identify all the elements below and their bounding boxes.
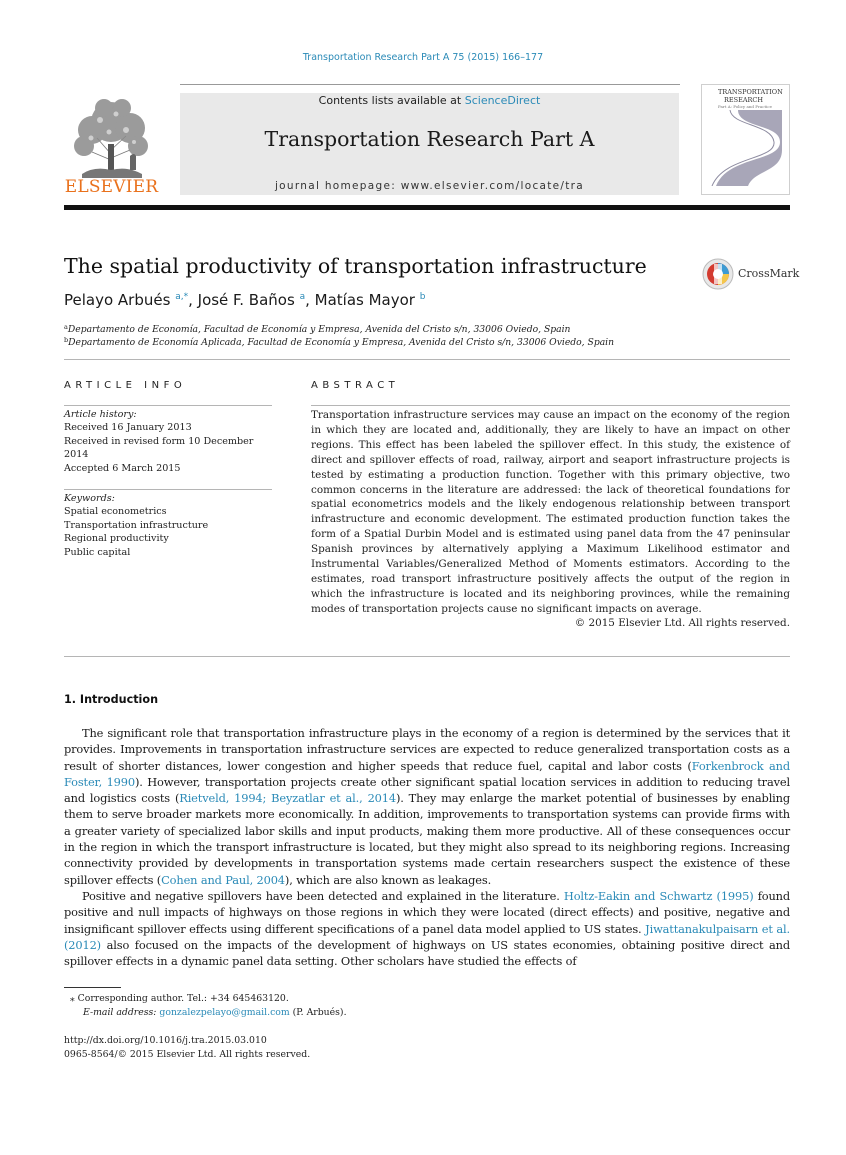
author-2-marks[interactable]: a xyxy=(299,292,306,302)
affiliation-text: Departamento de Economía Aplicada, Facultad de Economía y Empresa, Avenida del Cristo s/n, 33006 Oviedo, Spain xyxy=(68,337,615,348)
history-accepted: Accepted 6 March 2015 xyxy=(64,462,181,474)
journal-homepage[interactable]: journal homepage: www.elsevier.com/locate/tra xyxy=(274,180,585,192)
citation-link[interactable]: Rietveld, 1994; Beyzatlar et al., 2014 xyxy=(179,791,396,806)
citation-link[interactable]: Cohen and Paul, 2004 xyxy=(161,872,285,887)
cover-title-line-2: RESEARCH xyxy=(724,96,764,104)
article-history xyxy=(64,408,272,475)
author-sep: , xyxy=(188,291,198,309)
email-link[interactable]: gonzalezpelayo@gmail.com xyxy=(159,1007,290,1018)
author-2-name: José F. Baños xyxy=(197,291,295,309)
email-label: E-mail address: xyxy=(83,1007,160,1018)
cover-title xyxy=(708,88,790,109)
issn-line: 0965-8564/© 2015 Elsevier Ltd. All rights reserved. xyxy=(64,1049,311,1060)
abstract-text: Transportation infrastructure services may cause an impact on the economy of the region in which they are located and, additionally, they are likely to have an impact on other regions. This effect has been labeled the spillover effect. In this study, the existence of direct and spillover effects of road, railway, airport and seaport infrastructure projects is tested by estimating a production function. Together with this primary objective, two common concerns in the literature are addressed: the lack of theoretical foundations for spatial econometrics models and the likely endogenous relationship between transport infrastructure and economic development. The estimated production function takes the form of a Spatial Durbin Model and is estimated using panel data from the 47 peninsular Spanish provinces by alternatively applying a Maximum Likelihood estimator and Instrumental Variables/Generalized Method of Moments estimators. According to the estimates, road transport infrastructure positively affects the output of the region in which the infrastructure is located and its neighboring provinces, while the remaining modes of transportation projects cause no significant impacts on average. xyxy=(311,409,790,615)
journal-reference-link[interactable]: Transportation Research Part A 75 (2015) 166–177 xyxy=(302,52,544,63)
top-rule xyxy=(180,84,680,85)
keyword-item: Spatial econometrics xyxy=(64,506,167,518)
divider xyxy=(64,405,272,406)
citation-link[interactable]: Holtz-Eakin and Schwartz (1995) xyxy=(563,888,754,903)
keywords-label: Keywords: xyxy=(64,493,115,504)
text-run: Positive and negative spillovers have been detected and explained in the literature. xyxy=(82,888,564,903)
paragraph xyxy=(64,725,790,888)
author-sep: , xyxy=(305,291,315,309)
keyword-item: Regional productivity xyxy=(64,533,169,545)
corresponding-author-note: ⁎ Corresponding author. Tel.: +34 645463120. xyxy=(70,993,289,1004)
divider xyxy=(64,489,272,490)
text-run: also focused on the impacts of the development of highways on US states economies, obtaining positive direct and spillover effects in a dynamic panel data setting. Other scholars have studied the effects of xyxy=(64,937,790,969)
divider xyxy=(64,359,790,360)
email-suffix: (P. Arbués). xyxy=(289,1007,347,1018)
abstract-heading: ABSTRACT xyxy=(311,380,400,391)
email-note xyxy=(83,1007,347,1018)
contents-prefix: Contents lists available at xyxy=(318,94,465,107)
cover-road-icon xyxy=(708,110,782,186)
author-list xyxy=(64,291,425,309)
history-revised: Received in revised form 10 December 2014 xyxy=(64,435,254,461)
history-label: Article history: xyxy=(64,409,137,420)
introduction-body xyxy=(64,725,790,969)
divider xyxy=(311,405,790,406)
divider xyxy=(64,656,790,657)
section-heading: 1. Introduction xyxy=(64,693,159,706)
footnote-rule xyxy=(64,987,121,988)
doi-link[interactable]: http://dx.doi.org/10.1016/j.tra.2015.03.010 xyxy=(64,1035,267,1046)
text-run: found positive and null impacts of highways on those regions in which they were located (direct effects) and positive, negative and insignificant spillover effects using different specifications of a panel data model applied to US states. xyxy=(64,888,790,936)
contents-line xyxy=(180,94,679,107)
affiliation-a xyxy=(64,323,570,335)
author-3-name: Matías Mayor xyxy=(314,291,415,309)
keyword-item: Transportation infrastructure xyxy=(64,519,209,531)
affiliation-mark: b xyxy=(64,336,69,344)
author-3-marks[interactable]: b xyxy=(419,292,426,302)
affiliation-text: Departamento de Economía, Facultad de Economía y Empresa, Avenida del Cristo s/n, 33006 Oviedo, Spain xyxy=(67,324,571,335)
cover-title-line-1: TRANSPORTATION xyxy=(718,88,783,96)
text-run: ). However, transportation projects create other significant spatial location services in addition to reducing travel and logistics costs ( xyxy=(64,774,790,806)
cover-subtitle: Part A: Policy and Practice xyxy=(718,104,772,109)
paragraph xyxy=(64,888,790,969)
abstract-copyright: © 2015 Elsevier Ltd. All rights reserved. xyxy=(574,617,790,629)
crossmark-label[interactable]: CrossMark xyxy=(738,267,800,280)
citation-link[interactable]: Jiwattanakulpaisarn et al. (2012) xyxy=(64,921,790,952)
sciencedirect-link[interactable]: ScienceDirect xyxy=(464,94,541,107)
article-info-heading: ARTICLE INFO xyxy=(64,380,187,391)
journal-title: Transportation Research Part A xyxy=(264,127,595,151)
article-title: The spatial productivity of transportation infrastructure xyxy=(64,254,647,278)
text-run: The significant role that transportation infrastructure plays in the economy of a region is determined by the services that it provides. Improvements in transportation infrastructure services are expected to reduce generalized transportation costs as a result of shorter distances, lower congestion and higher speeds that reduce fuel, capital and labor costs ( xyxy=(64,726,790,773)
history-received: Received 16 January 2013 xyxy=(64,422,192,434)
keyword-item: Public capital xyxy=(64,546,131,558)
citation-link[interactable]: Forkenbrock and Foster, 1990 xyxy=(64,758,790,789)
keywords xyxy=(64,492,272,559)
text-run: ), which are also known as leakages. xyxy=(284,872,492,887)
author-1-marks[interactable]: a,* xyxy=(175,292,189,302)
affiliation-mark: a xyxy=(64,323,68,331)
affiliation-b xyxy=(64,336,614,348)
header-thick-rule xyxy=(64,205,790,210)
author-1-name: Pelayo Arbués xyxy=(64,291,171,309)
text-run: ). They may enlarge the market potential of businesses by enabling them to serve broader markets more economically. In addition, improvements to transportation systems can provide firms with a greater variety of specialized labor skills and input products, making them more productive. All of these consequences occur in the region in which the transport infrastructure is located, but they might also spread to its neighboring regions. Increasing connectivity provided by developments in transportation systems made certain researchers suspect the existence of these spillover effects ( xyxy=(64,791,791,887)
publisher-name: ELSEVIER xyxy=(64,177,159,197)
